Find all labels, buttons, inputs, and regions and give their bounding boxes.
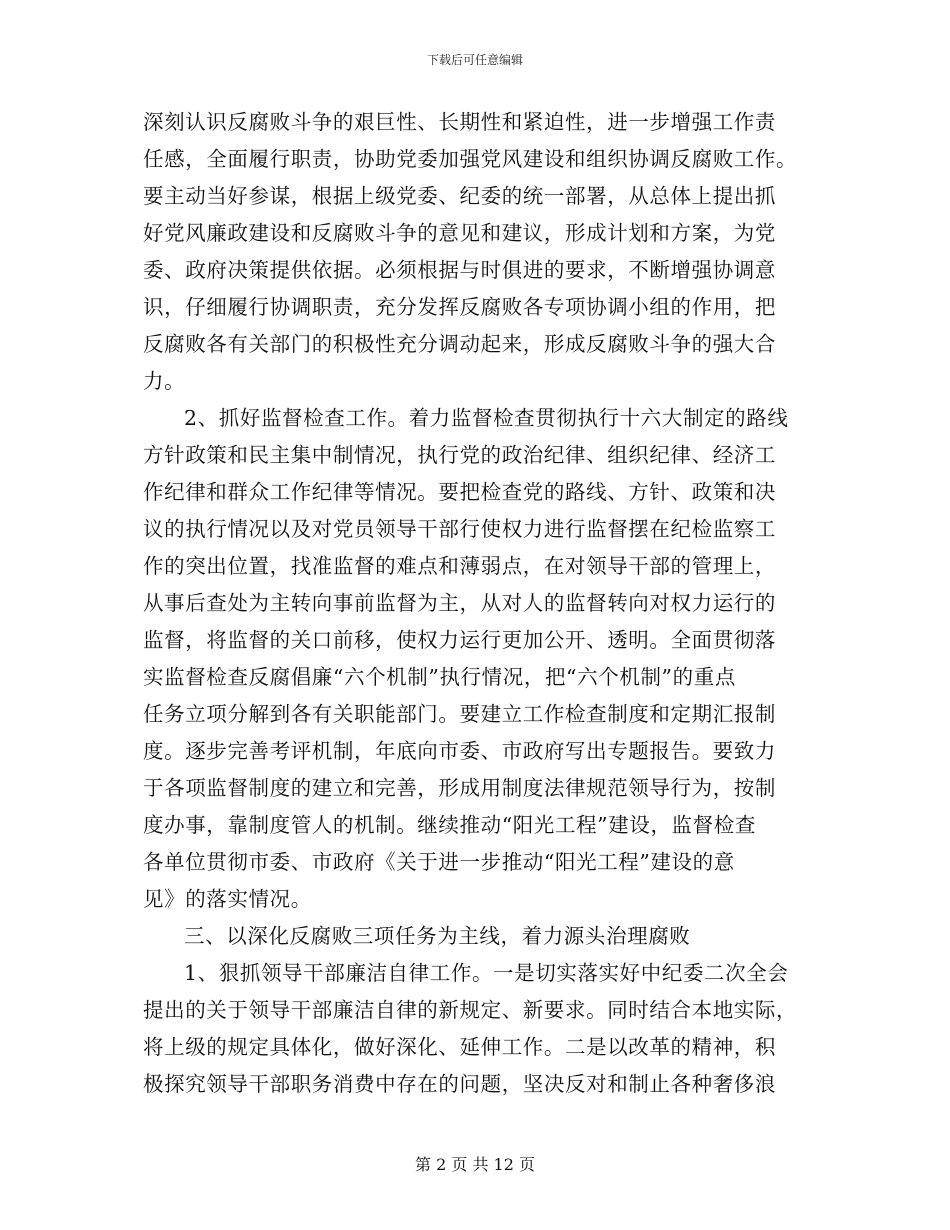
text-line: 任务立项分解到各有关职能部门。要建立工作检查制度和定期汇报制 [143,702,776,726]
text-line: 深刻认识反腐败斗争的艰巨性、长期性和紧迫性，进一步增强工作责 [143,110,776,134]
text-line: 监督，将监督的关口前移，使权力运行更加公开、透明。全面贯彻落 [143,628,776,652]
text-line: 将上级的规定具体化，做好深化、延伸工作。二是以改革的精神，积 [143,1035,776,1059]
text-line: 任感，全面履行职责，协助党委加强党风建设和组织协调反腐败工作。 [143,147,798,171]
page-number-footer: 第 2 页 共 12 页 [415,1155,535,1174]
text-line: 好党风廉政建设和反腐败斗争的意见和建议，形成计划和方案，为党 [143,221,776,245]
text-line: 反腐败各有关部门的积极性充分调动起来，形成反腐败斗争的强大合 [143,332,776,356]
text-line: 委、政府决策提供依据。必须根据与时俱进的要求，不断增强协调意 [143,258,776,282]
text-line: 度。逐步完善考评机制，年底向市委、市政府写出专题报告。要致力 [143,739,776,763]
text-line: 力。 [143,369,186,393]
page-header: 下载后可任意编辑 [426,53,523,67]
text-line: 极探究领导干部职务消费中存在的问题，坚决反对和制止各种奢侈浪 [143,1072,776,1096]
text-line: 度办事，靠制度管人的机制。继续推动“阳光工程”建设，监督检查 [143,813,756,837]
text-line: 议的执行情况以及对党员领导干部行使权力进行监督摆在纪检监察工 [143,517,776,541]
text-line: 识，仔细履行协调职责，充分发挥反腐败各专项协调小组的作用，把 [143,295,776,319]
text-line: 于各项监督制度的建立和完善，形成用制度法律规范领导行为，按制 [143,776,776,800]
text-line: 提出的关于领导干部廉洁自律的新规定、新要求。同时结合本地实际， [143,998,798,1022]
text-line: 各单位贯彻市委、市政府《关于进一步推动“阳光工程”建设的意 [143,850,735,874]
paragraph-start-line: 1、狠抓领导干部廉洁自律工作。一是切实落实好中纪委二次全会 [184,961,789,985]
document-body [143,104,811,1103]
section-heading-line: 三、以深化反腐败三项任务为主线，着力源头治理腐败 [184,924,691,948]
text-line: 作的突出位置，找准监督的难点和薄弱点，在对领导干部的管理上， [143,554,776,578]
text-line: 方针政策和民主集中制情况，执行党的政治纪律、组织纪律、经济工 [143,443,776,467]
text-line: 见》的落实情况。 [143,887,312,911]
text-line: 要主动当好参谋，根据上级党委、纪委的统一部署，从总体上提出抓 [143,184,776,208]
text-line: 实监督检查反腐倡廉“六个机制”执行情况，把“六个机制”的重点 [143,665,736,689]
paragraph-start-line: 2、抓好监督检查工作。着力监督检查贯彻执行十六大制定的路线 [184,406,789,430]
text-line: 作纪律和群众工作纪律等情况。要把检查党的路线、方针、政策和决 [143,480,776,504]
text-line: 从事后查处为主转向事前监督为主，从对人的监督转向对权力运行的 [143,591,776,615]
